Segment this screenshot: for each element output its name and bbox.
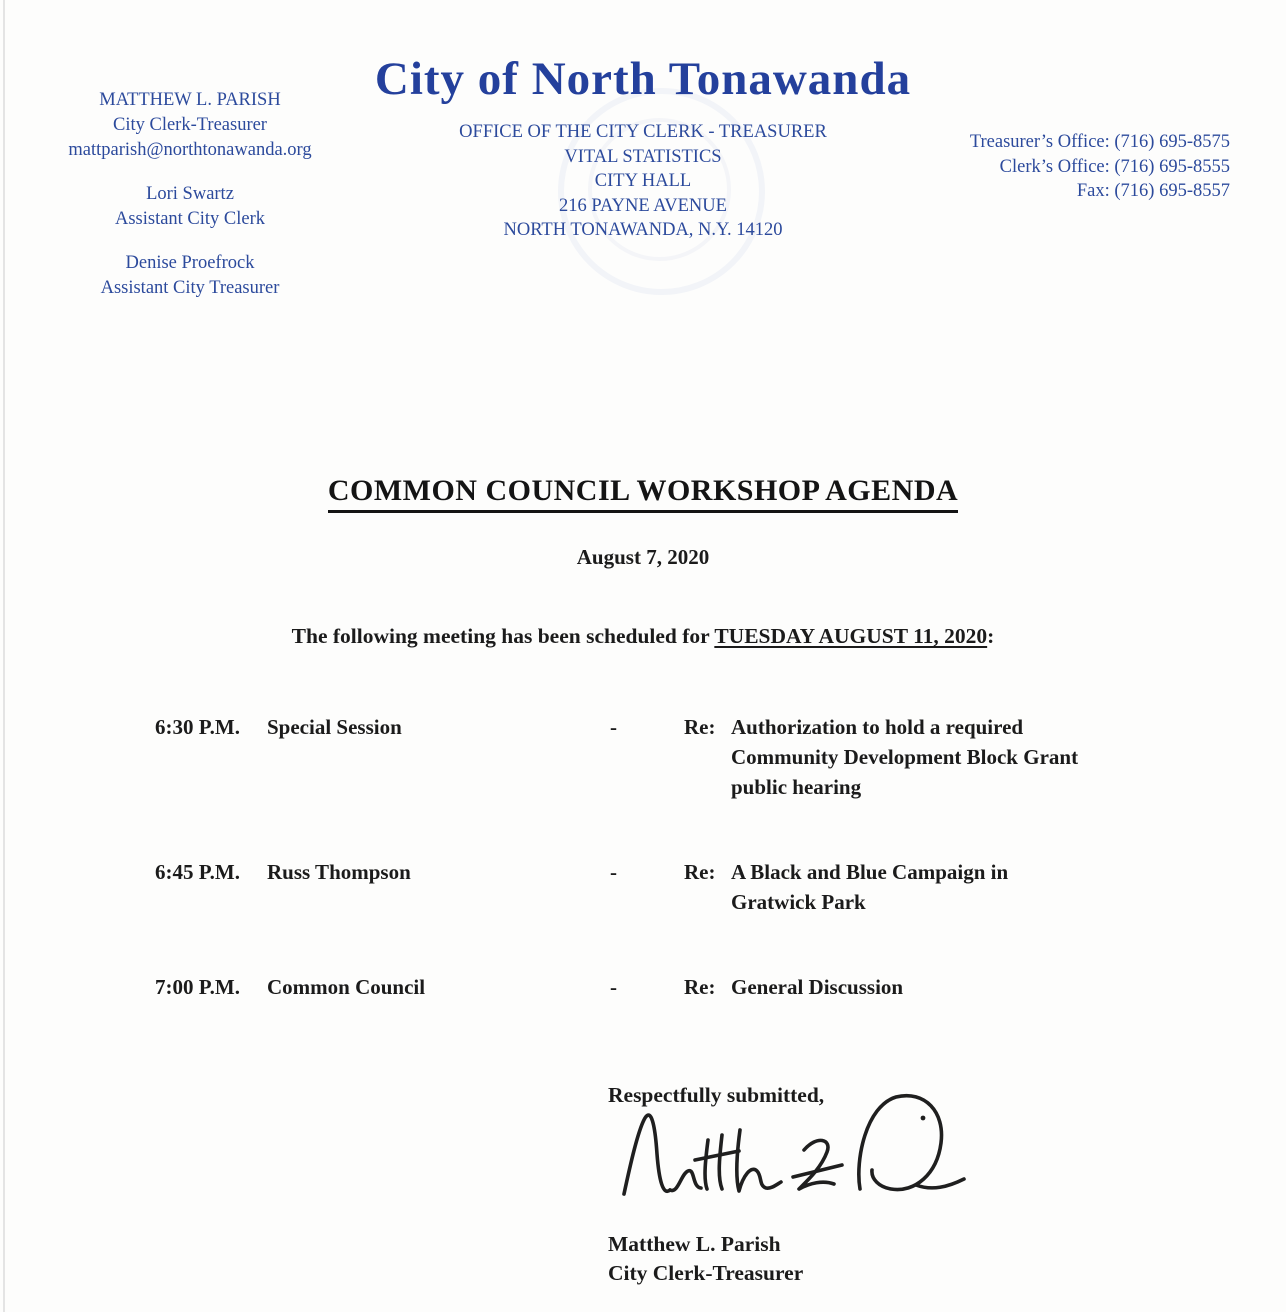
agenda-heading-text: COMMON COUNCIL WORKSHOP AGENDA	[328, 474, 958, 513]
signer-title: City Clerk-Treasurer	[608, 1261, 804, 1285]
agenda-item-subject	[684, 712, 1215, 802]
re-line: A Black and Blue Campaign in	[731, 860, 1009, 884]
agenda-issued-date: August 7, 2020	[576, 545, 710, 569]
agenda-item-time: 7:00 P.M.	[155, 975, 240, 999]
agenda-item-subject	[684, 857, 1215, 917]
agenda-item-time: 6:30 P.M.	[155, 715, 240, 739]
re-line: Community Development Block Grant	[731, 745, 1079, 769]
re-lines	[731, 972, 903, 1002]
re-label: Re:	[684, 715, 716, 739]
contact-name: MATTHEW L. PARISH	[99, 90, 281, 110]
contact-name: Lori Swartz	[146, 184, 234, 204]
contact-name: Denise Proefrock	[125, 253, 255, 273]
agenda-item-party: Special Session	[267, 715, 402, 739]
agenda-item-subject	[684, 972, 1215, 1002]
schedule-intro-prefix: The following meeting has been scheduled for	[291, 624, 715, 648]
agenda-item-left	[155, 857, 610, 917]
agenda-item-party: Common Council	[267, 975, 426, 999]
re-lines	[731, 857, 1008, 917]
contact-group-assistant-treasurer	[18, 251, 362, 301]
schedule-intro-suffix: :	[987, 624, 995, 648]
handwritten-signature	[618, 1088, 970, 1218]
phone-line-fax: Fax: (716) 695-8557	[1076, 181, 1230, 202]
contact-email: mattparish@northtonawanda.org	[68, 140, 312, 160]
office-line: 216 PAYNE AVENUE	[559, 195, 727, 216]
re-line: General Discussion	[731, 975, 904, 999]
office-line: NORTH TONAWANDA, N.Y. 14120	[503, 220, 783, 241]
agenda-item-special-session	[155, 712, 1215, 802]
agenda-item-dash: -	[610, 975, 617, 999]
agenda-heading	[0, 474, 1286, 508]
re-lines	[731, 712, 1078, 802]
agenda-item-left	[155, 972, 610, 1002]
agenda-item-dash: -	[610, 715, 617, 739]
re-line: public hearing	[731, 775, 862, 799]
contact-title: Assistant City Treasurer	[100, 278, 280, 298]
agenda-item-common-council	[155, 972, 1215, 1002]
scan-edge-artifact	[3, 0, 5, 1312]
signer-name: Matthew L. Parish	[608, 1232, 781, 1256]
office-line: VITAL STATISTICS	[564, 146, 722, 167]
re-line: Gratwick Park	[731, 890, 866, 914]
schedule-intro-meeting-date: TUESDAY AUGUST 11, 2020	[714, 624, 988, 648]
office-line: CITY HALL	[594, 171, 692, 192]
agenda-item-party: Russ Thompson	[267, 860, 411, 884]
agenda-item-left	[155, 712, 610, 802]
office-address-block	[343, 120, 943, 243]
re-label: Re:	[684, 975, 716, 999]
contact-group-assistant-clerk	[18, 182, 362, 232]
re-line: Authorization to hold a required	[731, 715, 1024, 739]
letterhead-contacts	[18, 88, 362, 320]
office-line: OFFICE OF THE CITY CLERK - TREASURER	[459, 122, 827, 142]
closing-salutation: Respectfully submitted,	[608, 1083, 825, 1107]
contact-title: Assistant City Clerk	[114, 209, 266, 229]
phone-line-clerk: Clerk’s Office: (716) 695-8555	[999, 156, 1230, 177]
phone-numbers-block	[870, 130, 1230, 204]
signer-block	[608, 1230, 803, 1288]
city-title: City of North Tonawanda	[374, 53, 912, 105]
schedule-intro-line	[0, 624, 1286, 649]
agenda-item-russ-thompson	[155, 857, 1215, 917]
re-label: Re:	[684, 860, 716, 884]
agenda-item-dash: -	[610, 860, 617, 884]
contact-title: City Clerk-Treasurer	[113, 115, 267, 135]
agenda-item-time: 6:45 P.M.	[155, 860, 240, 884]
phone-line-treasurer: Treasurer’s Office: (716) 695-8575	[969, 132, 1230, 152]
